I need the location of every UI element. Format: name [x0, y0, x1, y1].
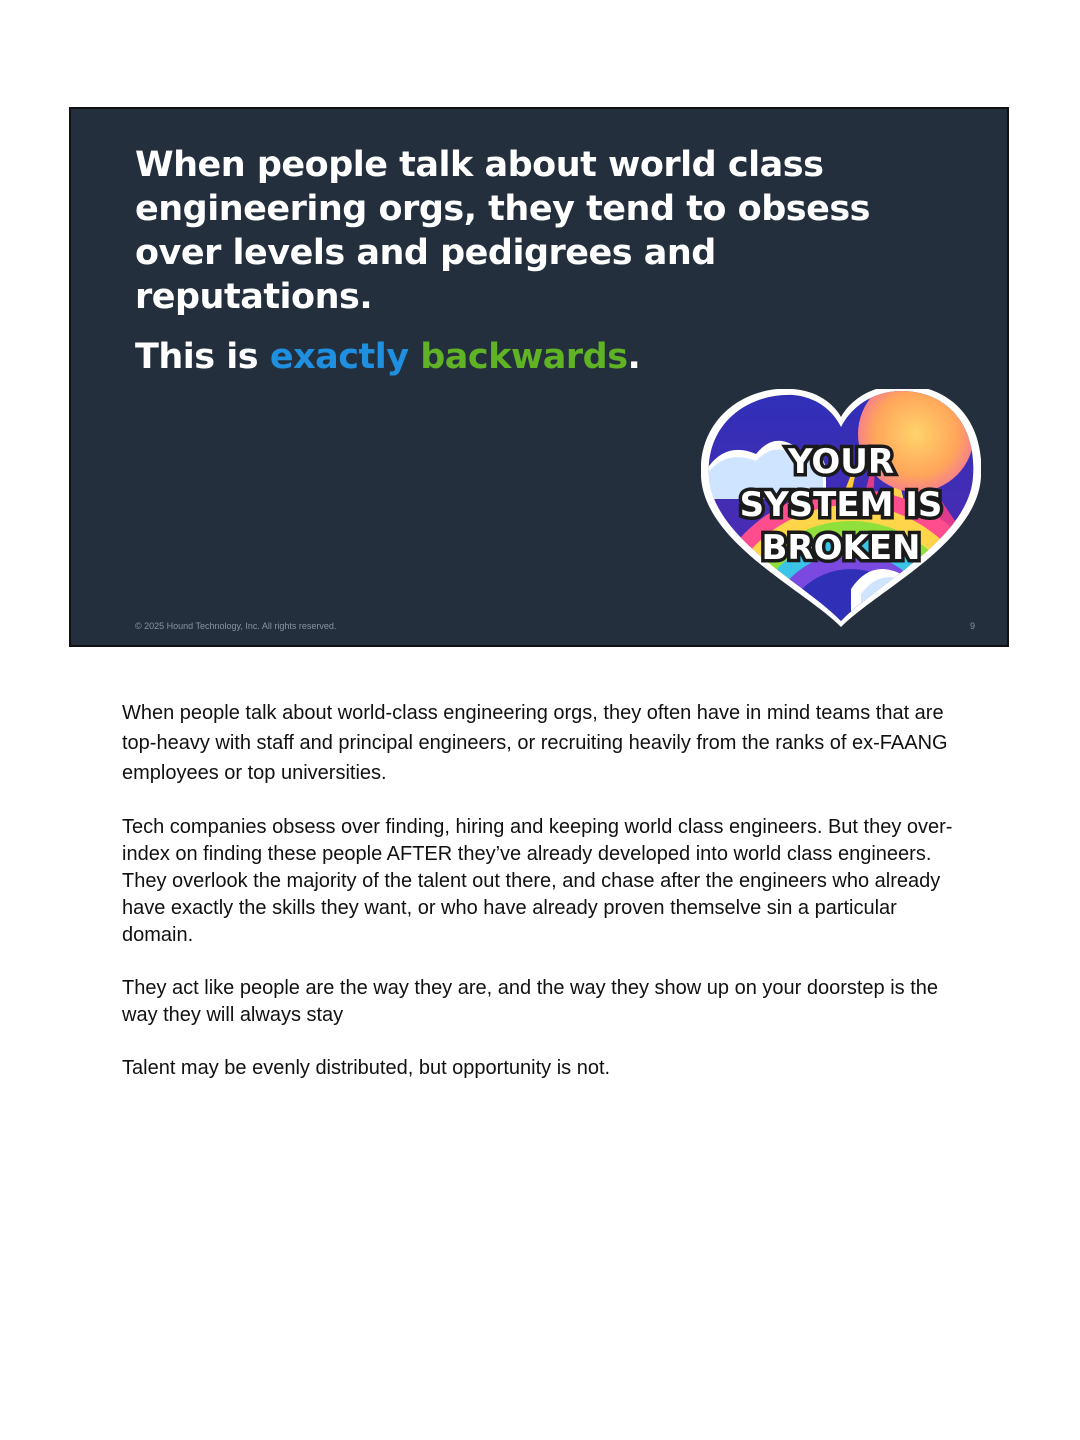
- notes-paragraph: When people talk about world-class engineering orgs, they often have in mind teams that are top-heavy with staff and principal engineers, or recruiting heavily from the ranks of ex-FAANG employees or top universities.: [122, 702, 948, 784]
- tagline-word-exactly: exactly: [269, 337, 409, 377]
- tagline-space: [409, 337, 421, 377]
- slide-tagline: [135, 335, 640, 379]
- slide-page-number: 9: [969, 621, 975, 631]
- notes-paragraph: They act like people are the way they are, and the way they show up on your doorstep is the way they will always stay: [122, 977, 939, 1026]
- slide: [69, 107, 1009, 647]
- slide-headline: When people talk about world class engineering orgs, they tend to obsess over levels and pedigrees and reputations.: [135, 145, 870, 317]
- sticker-text-line1: YOUR: [787, 442, 895, 482]
- system-broken-heart-sticker: [701, 389, 981, 629]
- notes-paragraph: Tech companies obsess over finding, hiring and keeping world class engineers. But they over-index on finding these people AFTER they’ve already developed into world class engineers. They overlook the majority of the talent out there, and chase after the engineers who already have exactly the skills they want, or who have already proven themselve sin a particular domain.: [122, 816, 953, 946]
- tagline-word-backwards: backwards: [420, 337, 628, 377]
- sticker-text-line2: SYSTEM IS: [739, 485, 943, 525]
- speaker-notes: [122, 698, 972, 1108]
- tagline-suffix: .: [627, 337, 641, 377]
- notes-paragraph: Talent may be evenly distributed, but opportunity is not.: [122, 1057, 611, 1079]
- slide-copyright: © 2025 Hound Technology, Inc. All rights reserved.: [135, 621, 337, 631]
- sticker-text-line3: BROKEN: [761, 528, 921, 568]
- tagline-prefix: This is: [135, 337, 270, 377]
